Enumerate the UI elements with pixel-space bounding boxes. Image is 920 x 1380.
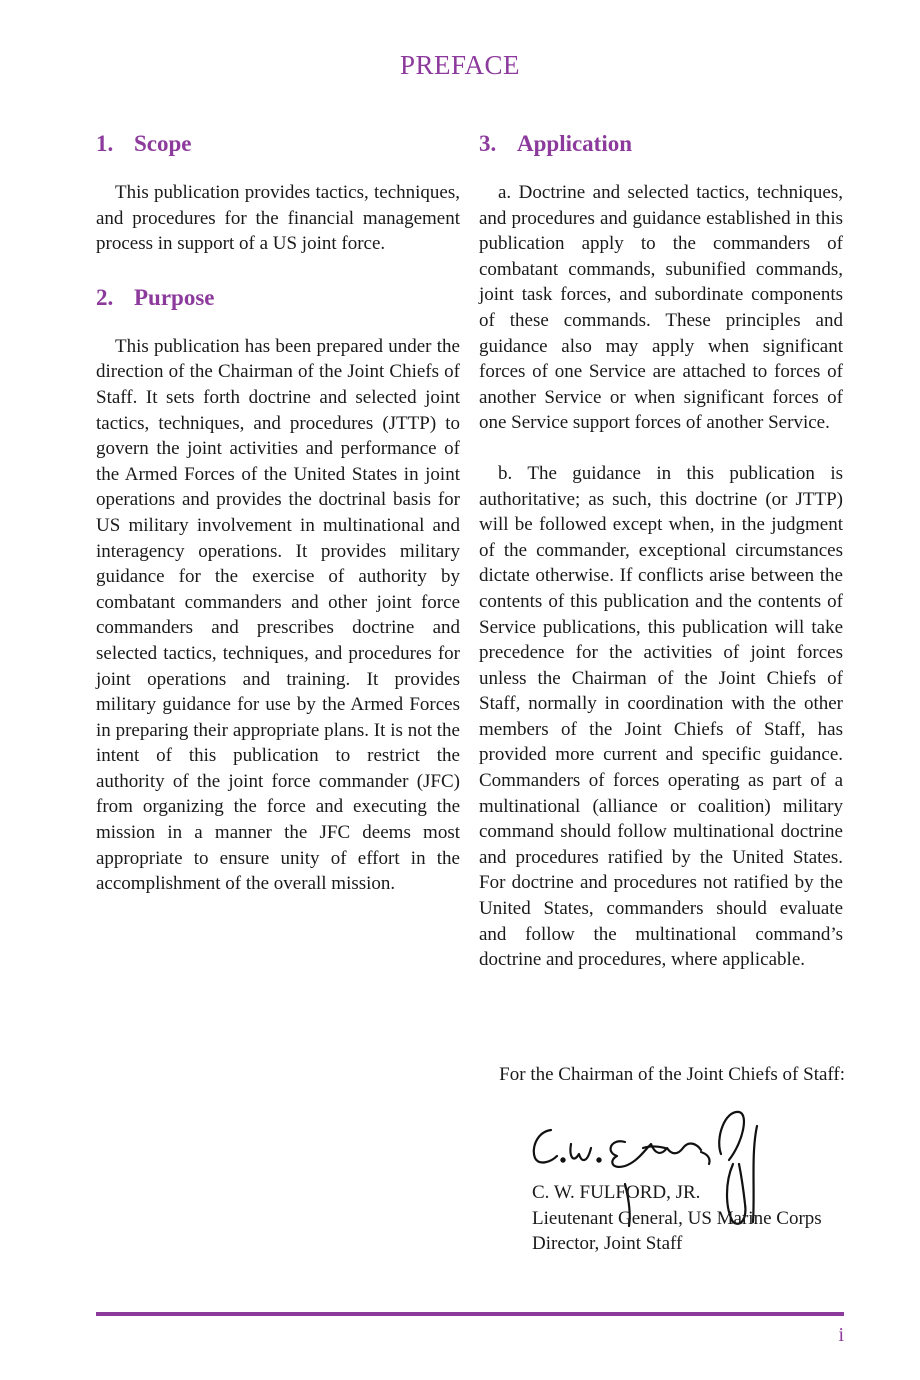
scope-number: 1. (96, 131, 114, 156)
signatory-position: Director, Joint Staff (532, 1233, 683, 1254)
purpose-heading (96, 282, 460, 314)
application-number: 3. (479, 131, 497, 156)
application-heading (479, 128, 843, 160)
scope-title: Scope (134, 131, 192, 156)
footer-rule (96, 1312, 844, 1316)
closing-line: For the Chairman of the Joint Chiefs of Staff: (499, 1064, 845, 1085)
signatory-rank: Lieutenant General, US Marine Corps (532, 1207, 822, 1229)
purpose-number: 2. (96, 284, 114, 310)
signatory-name: C. W. FULFORD, JR. (532, 1182, 701, 1203)
application-paragraph-a: a. Doctrine and selected tactics, techniques, and procedures and guidance established in this publication apply to the commanders of combatant commands, subunified commands, joint task forces, and subordinate components of these commands. These principles and guidance also may apply when significant forces of one Service are attached to forces of another Service or when significant forces of one Service support forces of another Service. (479, 182, 843, 434)
page-title: PREFACE (399, 50, 521, 80)
signature-block (532, 1180, 852, 1257)
right-column (479, 128, 843, 998)
page-number: i (838, 1324, 844, 1346)
scope-heading (96, 128, 460, 160)
application-paragraph-b: b. The guidance in this publication is authoritative; as such, this doctrine (or JTTP) will be followed except when, in the judgment of the commander, exceptional circumstances dictate otherwise. If conflicts arise between the contents of this publication and the contents of Service publications, this publication will take precedence for the activities of joint forces unless the Chairman of the Joint Chiefs of Staff, normally in coordination with the other members of the Joint Chiefs of Staff, has provided more current and specific guidance. Commanders of forces operating as part of a multinational (alliance or coalition) military command should follow multinational doctrine and procedures ratified by the United States. For doctrine and procedures not ratified by the United States, commanders should evaluate and follow the multinational command’s doctrine and procedures, where applicable. (479, 462, 843, 971)
left-column (96, 128, 460, 922)
purpose-paragraph: This publication has been prepared under the direction of the Chairman of the Joint Chiefs of Staff. It sets forth doctrine and selected joint tactics, techniques, and procedures (JTTP) to govern the joint activities and performance of the Armed Forces of the United States in joint operations and provides the doctrinal basis for US military involvement in multinational and interagency operations. It provides military guidance for the exercise of authority by combatant commanders and other joint force commanders and prescribes doctrine and selected tactics, techniques, and procedures for joint operations and training. It provides military guidance for use by the Armed Forces in preparing their appropriate plans. It is not the intent of this publication to restrict the authority of the joint force commander (JFC) from organizing the force and executing the mission in a manner the JFC deems most appropriate to ensure unity of effort in the accomplishment of the overall mission. (96, 335, 460, 895)
scope-paragraph: This publication provides tactics, techniques, and procedures for the financial management process in support of a US joint force. (96, 182, 460, 255)
application-title: Application (517, 131, 633, 156)
purpose-title: Purpose (134, 284, 215, 310)
